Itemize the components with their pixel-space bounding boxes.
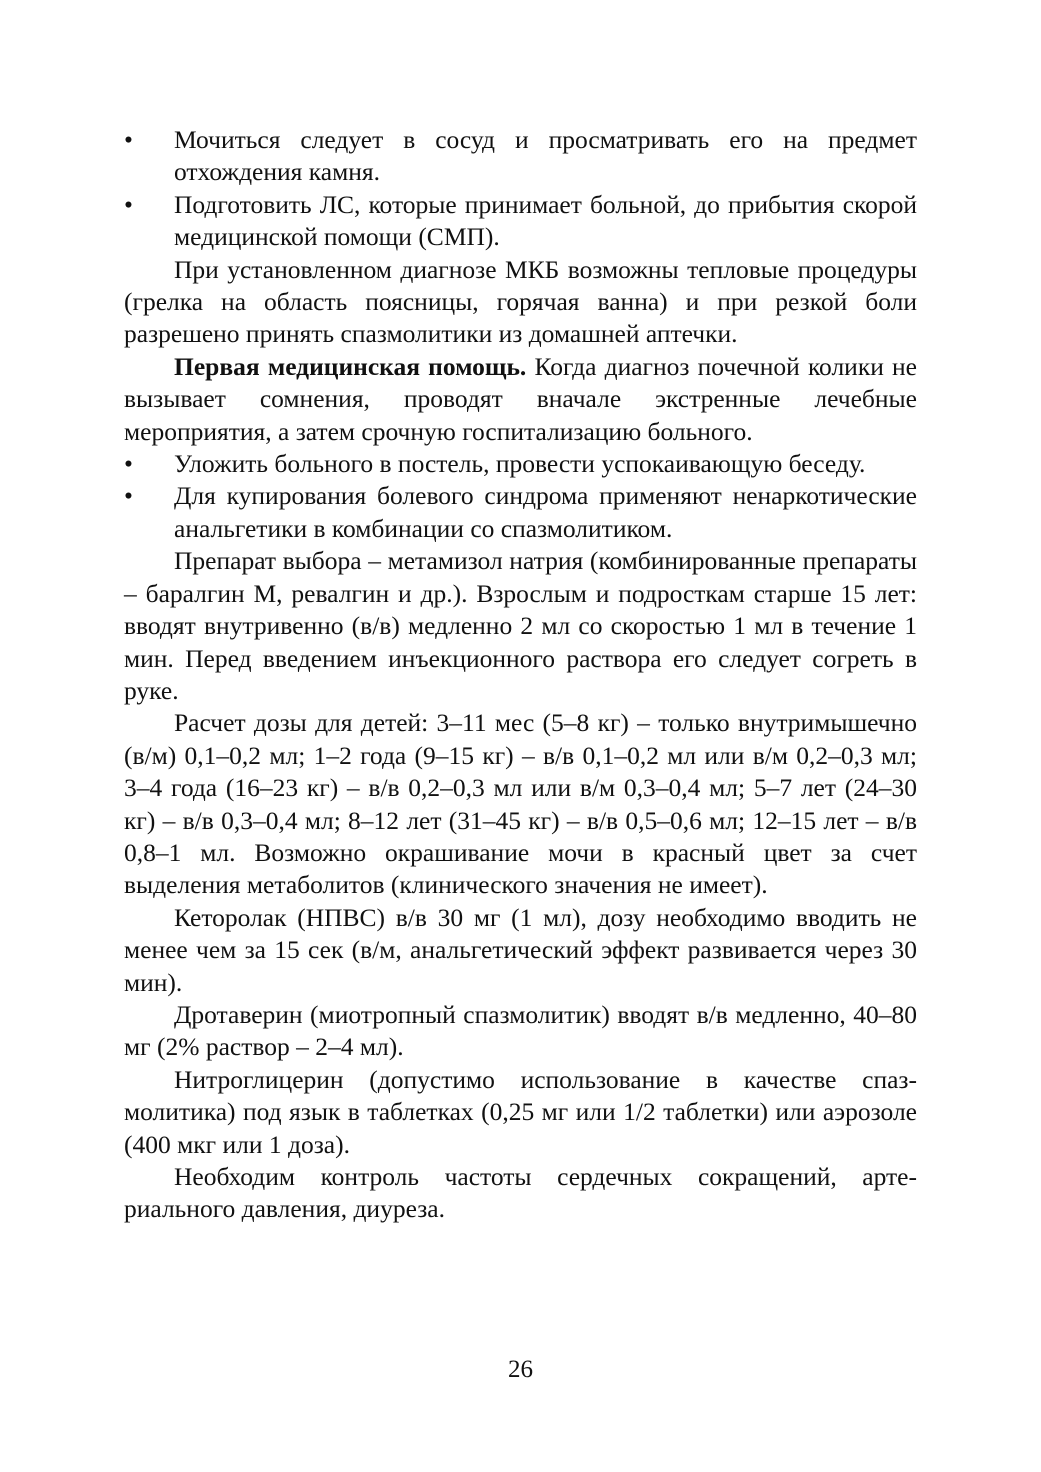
bullet-item — [124, 448, 917, 480]
paragraph — [124, 1064, 917, 1161]
bullet-text: Уложить больного в постель, провести успокаивающую беседу. — [174, 449, 866, 479]
bullet-item — [124, 480, 917, 545]
paragraph-text: При установленном диагнозе МКБ возможны тепловые процедуры (грелка на область поясницы, горячая ванна) и при резкой боли разрешено принять спазмолитики из домашней аптечки. — [124, 254, 917, 349]
bullet-marker: • — [124, 125, 133, 154]
paragraph — [124, 902, 917, 999]
paragraph — [124, 254, 917, 351]
bullet-item — [124, 189, 917, 254]
bullet-text: Мочиться следует в сосуд и просматривать его на предмет отхождения камня. — [174, 125, 917, 187]
paragraph — [124, 999, 917, 1064]
bullet-text: Для купирования болевого синдрома применяют ненаркотические анальгетики в комбинации со спазмолитиком. — [174, 481, 917, 543]
paragraph-text: Кеторолак (НПВС) в/в 30 мг (1 мл), дозу необходимо вводить не менее чем за 15 сек (в/м, анальгетический эффект развивается через 30 мин). — [124, 902, 917, 997]
paragraph — [124, 351, 917, 448]
paragraph-text: Необходим контроль частоты сердечных сокращений, артериального давления, диуреза. — [124, 1162, 917, 1224]
bullet-marker: • — [124, 189, 133, 219]
paragraph-text: Препарат выбора – метамизол натрия (комбинированные препараты – баралгин М, ревалгин и др.). Взрослым и подросткам старше 15 лет: вводят внутривенно (в/в) медленно 2 мл со скоростью 1 мл в течение 1 мин. Перед введением инъекционного раствора его следует согреть в руке. — [124, 546, 917, 705]
page-number: 26 — [508, 1356, 533, 1383]
paragraph-text: Дротаверин (миотропный спазмолитик) вводят в/в медленно, 40–80 мг (2% раствор – 2–4 мл). — [124, 999, 917, 1062]
paragraph-text: Расчет дозы для детей: 3–11 мес (5–8 кг) – только внутримышечно (в/м) 0,1–0,2 мл; 1–2 года (9–15 кг) – в/в 0,1–0,2 мл или в/м 0,2–0,3 мл; 3–4 года (16–23 кг) – в/в 0,2–0,3 мл или в/м 0,3–0,4 мл; 5–7 лет (24–30 кг) – в/в 0,3–0,4 мл; 8–12 лет (31–45 кг) – в/в 0,5–0,6 мл; 12–15 лет – в/в 0,8–1 мл. Возможно окрашивание мочи в красный цвет за счет выделения метаболитов (клинического значения не имеет). — [124, 708, 917, 900]
bullet-text: Подготовить ЛС, которые принимает больной, до прибытия скорой медицинской помощи (СМП). — [174, 189, 917, 252]
paragraph-text: Когда диагноз почечной колики не вызывает сомнения, проводят вначале экстренные лечебные мероприятия, а затем срочную госпитализацию больного. — [124, 351, 917, 446]
page-body — [124, 124, 917, 1226]
bullet-item — [124, 124, 917, 189]
paragraph-text: Нитроглицерин (допустимо использование в качестве спазмолитика) под язык в таблетках (0,25 мг или 1/2 таблетки) или аэрозоле (400 мкг или 1 доза). — [124, 1064, 917, 1159]
section-heading: Первая медицинская помощь. — [174, 351, 527, 381]
bullet-marker: • — [124, 481, 133, 511]
paragraph — [124, 1161, 917, 1226]
paragraph — [124, 707, 917, 901]
bullet-marker: • — [124, 449, 133, 479]
paragraph — [124, 545, 917, 707]
